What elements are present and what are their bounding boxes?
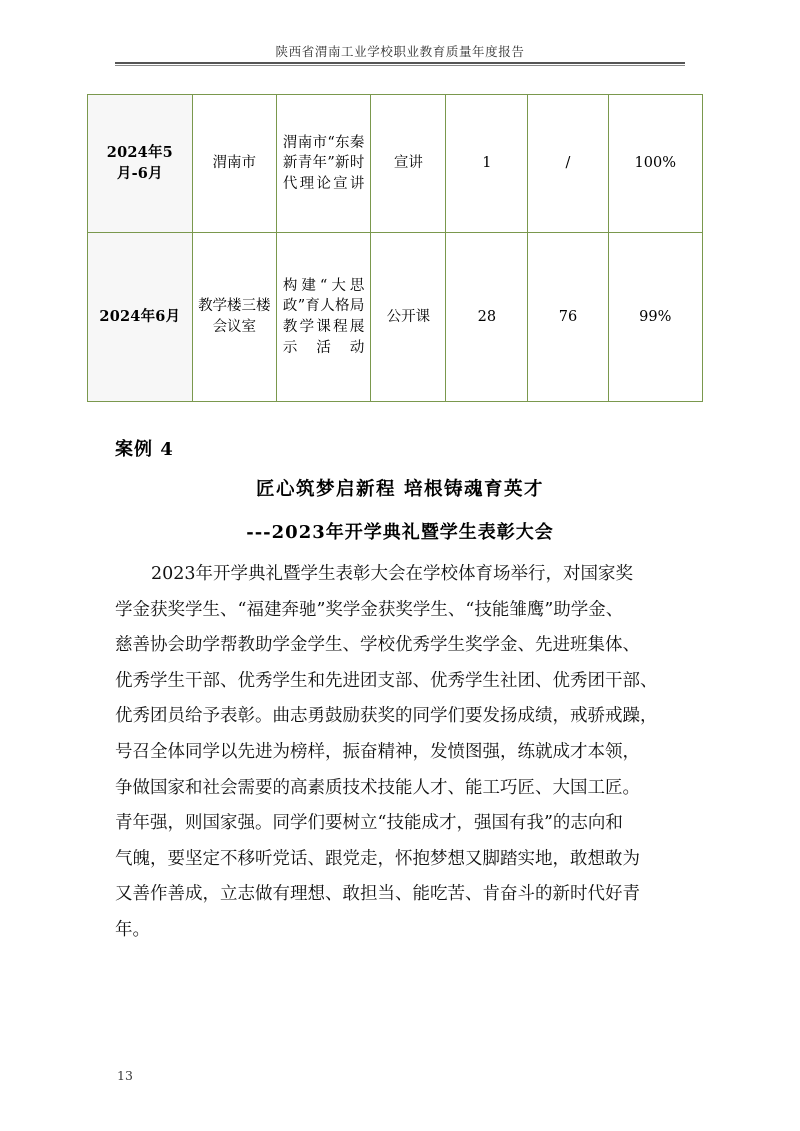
table-row bbox=[88, 233, 703, 402]
running-header-title: 陕西省渭南工业学校职业教育质量年度报告 bbox=[275, 44, 525, 59]
paragraph-line: 2023年开学典礼暨学生表彰大会在学校体育场举行，对国家奖 bbox=[151, 564, 634, 584]
paragraph-line: 又善作善成，立志做有理想、敢担当、能吃苦、肯奋斗的新时代好青 bbox=[115, 884, 640, 905]
case-label: 案例 4 bbox=[115, 439, 174, 460]
paragraph-line: 气魄，要坚定不移听党话、跟党走，怀抱梦想又脚踏实地，敢想敢为 bbox=[115, 848, 640, 869]
header-rule-thin bbox=[115, 65, 685, 66]
table-cell-date: 2024年5月-6月 bbox=[88, 95, 193, 233]
table-cell-form: 公开课 bbox=[371, 233, 446, 402]
table-cell-sessions: 1 bbox=[446, 95, 528, 233]
table-cell-participants: 76 bbox=[528, 233, 608, 402]
paragraph-line: 优秀团员给予表彰。曲志勇鼓励获奖的同学们要发扬成绩，戒骄戒躁， bbox=[115, 706, 658, 727]
case-subtitle: ---2023年开学典礼暨学生表彰大会 bbox=[246, 522, 554, 543]
case-body-paragraph bbox=[115, 557, 688, 949]
page-number: 13 bbox=[117, 1068, 133, 1083]
paragraph-line: 青年强，则国家强。同学们要树立“技能成才，强国有我”的志向和 bbox=[115, 813, 623, 834]
case-title: 匠心筑梦启新程 培根铸魂育英才 bbox=[256, 479, 544, 500]
table-cell-participants: / bbox=[528, 95, 608, 233]
header-divider-rule bbox=[115, 62, 685, 66]
table-cell-theme: 构建“大思政”育人格局教学课程展示活动 bbox=[276, 233, 370, 402]
table-cell-rate: 99% bbox=[608, 233, 703, 402]
table-cell-date: 2024年6月 bbox=[88, 233, 193, 402]
paragraph-line: 年。 bbox=[115, 919, 150, 940]
table-cell-place: 教学楼三楼会议室 bbox=[192, 233, 276, 402]
paragraph-line: 号召全体同学以先进为榜样，振奋精神，发愤图强，练就成才本领， bbox=[115, 741, 640, 762]
paragraph-line: 争做国家和社会需要的高素质技术技能人才、能工巧匠、大国工匠。 bbox=[115, 777, 640, 798]
table-cell-place: 渭南市 bbox=[192, 95, 276, 233]
table-row bbox=[88, 95, 703, 233]
activity-table bbox=[87, 94, 703, 402]
table-cell-rate: 100% bbox=[608, 95, 703, 233]
paragraph-line: 慈善协会助学帮教助学金学生、学校优秀学生奖学金、先进班集体、 bbox=[115, 635, 640, 656]
running-header bbox=[115, 44, 685, 59]
table-cell-theme: 渭南市“东秦新青年”新时代理论宣讲 bbox=[276, 95, 370, 233]
table-cell-sessions: 28 bbox=[446, 233, 528, 402]
table-cell-form: 宣讲 bbox=[371, 95, 446, 233]
paragraph-line: 学金获奖学生、“福建奔驰”奖学金获奖学生、“技能雏鹰”助学金、 bbox=[115, 599, 624, 620]
paragraph-line: 优秀学生干部、优秀学生和先进团支部、优秀学生社团、优秀团干部、 bbox=[115, 670, 658, 691]
